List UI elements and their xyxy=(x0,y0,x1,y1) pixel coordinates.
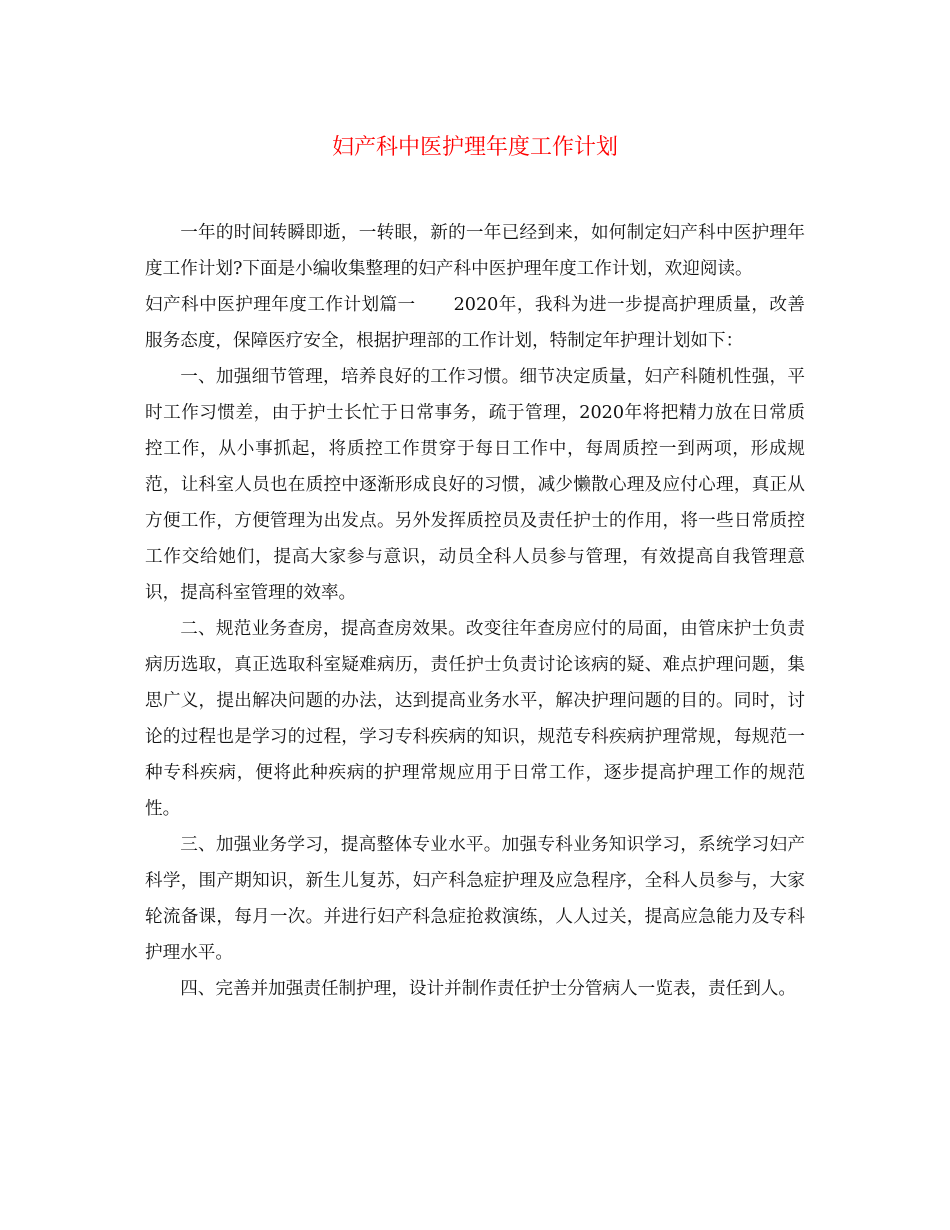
document-title: 妇产科中医护理年度工作计划 xyxy=(331,135,618,160)
document-body xyxy=(145,215,805,1007)
paragraph-1: 一、加强细节管理，培养良好的工作习惯。细节决定质量，妇产科随机性强，平时工作习惯差，由于护士长忙于日常事务，疏于管理，2020年将把精力放在日常质控工作，从小事抓起，将质控工作贯穿于每日工作中，每周质控一到两项，形成规范，让科室人员也在质控中逐渐形成良好的习惯，减少懒散心理及应付心理，真正从方便工作，方便管理为出发点。另外发挥质控员及责任护士的作用，将一些日常质控工作交给她们，提高大家参与意识，动员全科人员参与管理，有效提高自我管理意识，提高科室管理的效率。 xyxy=(145,367,805,603)
paragraph-4: 四、完善并加强责任制护理，设计并制作责任护士分管病人一览表，责任到人。 xyxy=(180,979,796,999)
paragraph-2: 二、规范业务查房，提高查房效果。改变往年查房应付的局面，由管床护士负责病历选取，真正选取科室疑难病历，责任护士负责讨论该病的疑、难点护理问题，集思广义，提出解决问题的办法，达到提高业务水平，解决护理问题的目的。同时，讨论的过程也是学习的过程，学习专科疾病的知识，规范专科疾病护理常规，每规范一种专科疾病，便将此种疾病的护理常规应用于日常工作，逐步提高护理工作的规范性。 xyxy=(145,619,805,819)
section-heading: 妇产科中医护理年度工作计划篇一 xyxy=(145,295,416,315)
paragraph-3: 三、加强业务学习，提高整体专业水平。加强专科业务知识学习，系统学习妇产科学，围产期知识，新生儿复苏，妇产科急症护理及应急程序，全科人员参与，大家轮流备课，每月一次。并进行妇产科急症抢救演练，人人过关，提高应急能力及专科护理水平。 xyxy=(145,835,805,963)
intro-paragraph: 一年的时间转瞬即逝，一转眼，新的一年已经到来，如何制定妇产科中医护理年度工作计划?下面是小编收集整理的妇产科中医护理年度工作计划，欢迎阅读。 xyxy=(145,223,805,279)
section-intro: 2020年，我科为进一步提高护理质量，改善服务态度，保障医疗安全，根据护理部的工作计划，特制定年护理计划如下： xyxy=(145,295,805,351)
section-paragraph xyxy=(145,287,805,359)
